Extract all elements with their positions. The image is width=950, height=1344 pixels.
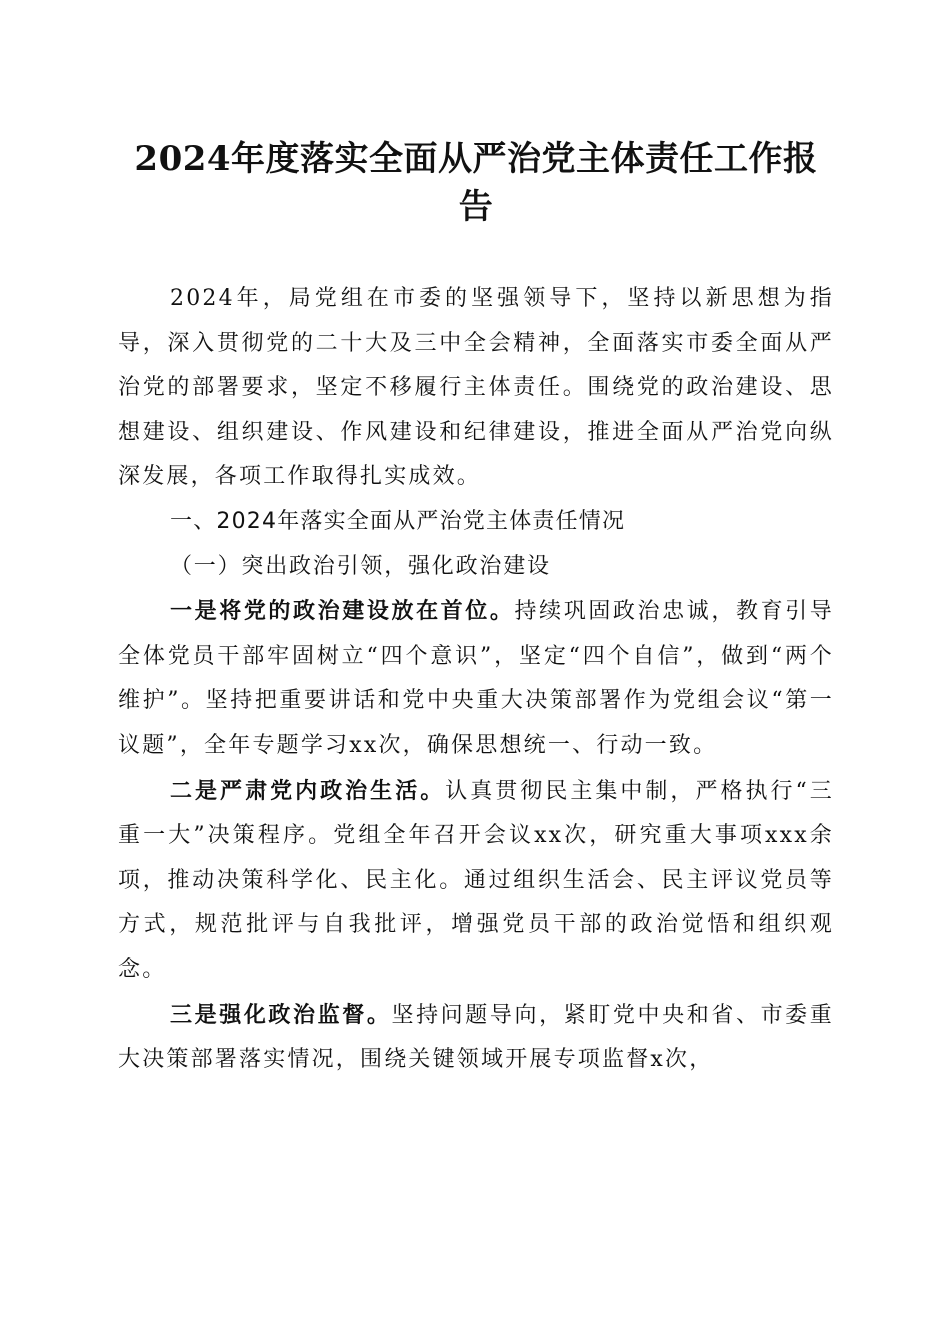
subsection-heading: （一）突出政治引领，强化政治建设: [170, 553, 551, 579]
document-body: [118, 277, 834, 1083]
paragraph-lead: 一是将党的政治建设放在首位。: [170, 598, 515, 625]
intro-paragraph: 2024年，局党组在市委的坚强领导下，坚持以新思想为指导，深入贯彻党的二十大及三中全会精神，全面落实市委全面从严治党的部署要求，坚定不移履行主体责任。围绕党的政治建设、思想建设、组织建设、作风建设和纪律建设，推进全面从严治党向纵深发展，各项工作取得扎实成效。: [118, 286, 834, 490]
paragraph-text: 坚持问题导向，紧盯党中央和省、市委重大决策部署落实情况，围绕关键领域开展专项监督x次，: [118, 1002, 834, 1073]
paragraph-lead: 三是强化政治监督。: [170, 1001, 392, 1028]
paragraph-text: 持续巩固政治忠诚，教育引导全体党员干部牢固树立“四个意识”，坚定“四个自信”，做到“两个维护”。坚持把重要讲话和党中央重大决策部署作为党组会议“第一议题”，全年专题学习xx次，确保思想统一、行动一致。: [118, 599, 834, 758]
paragraph-lead: 二是严肃党内政治生活。: [170, 777, 446, 804]
body-paragraph: [118, 769, 834, 993]
section-heading: 一、2024年落实全面从严治党主体责任情况: [170, 508, 626, 534]
body-paragraph: [118, 589, 834, 768]
document-title: 2024年度落实全面从严治党主体责任工作报告: [134, 139, 818, 227]
paragraph-text: 认真贯彻民主集中制，严格执行“三重一大”决策程序。党组全年召开会议xx次，研究重大事项xxx余项，推动决策科学化、民主化。通过组织生活会、民主评议党员等方式，规范批评与自我批评，增强党员干部的政治觉悟和组织观念。: [118, 778, 834, 982]
body-paragraph: [118, 993, 834, 1083]
